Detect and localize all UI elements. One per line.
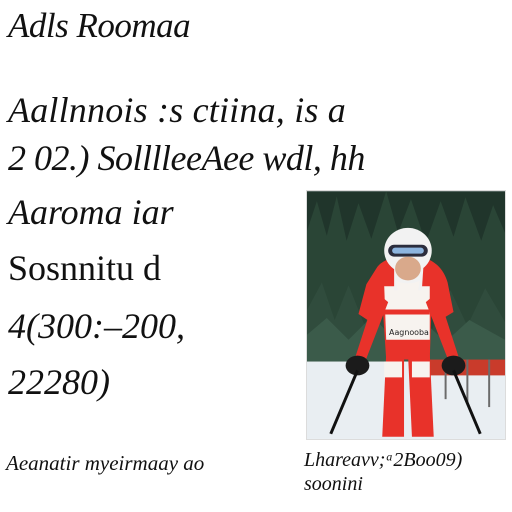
body-line-2: 2 02.) SolllleeAee wdl, hh xyxy=(8,138,365,178)
body-line-3: Aaroma iar xyxy=(8,192,174,232)
photo-caption-line-1: Lhareavv;ᵃ2Boo09) xyxy=(304,449,463,471)
document-title: Adls Roomaa xyxy=(8,6,191,45)
footer-text: Aeanatir myeirmaay ao xyxy=(6,451,205,475)
body-line-6: 22280) xyxy=(8,362,110,402)
body-line-5: 4(300:–200, xyxy=(8,306,185,346)
photo-caption-line-2: soonini xyxy=(304,473,363,495)
bib-text: Aagnooba xyxy=(389,327,429,337)
skier-illustration xyxy=(307,191,505,439)
body-line-1: Aallnnois :s ctiina, is a xyxy=(8,90,346,130)
body-line-4: Sosnnitu d xyxy=(8,248,162,288)
skier-photo xyxy=(306,190,506,440)
